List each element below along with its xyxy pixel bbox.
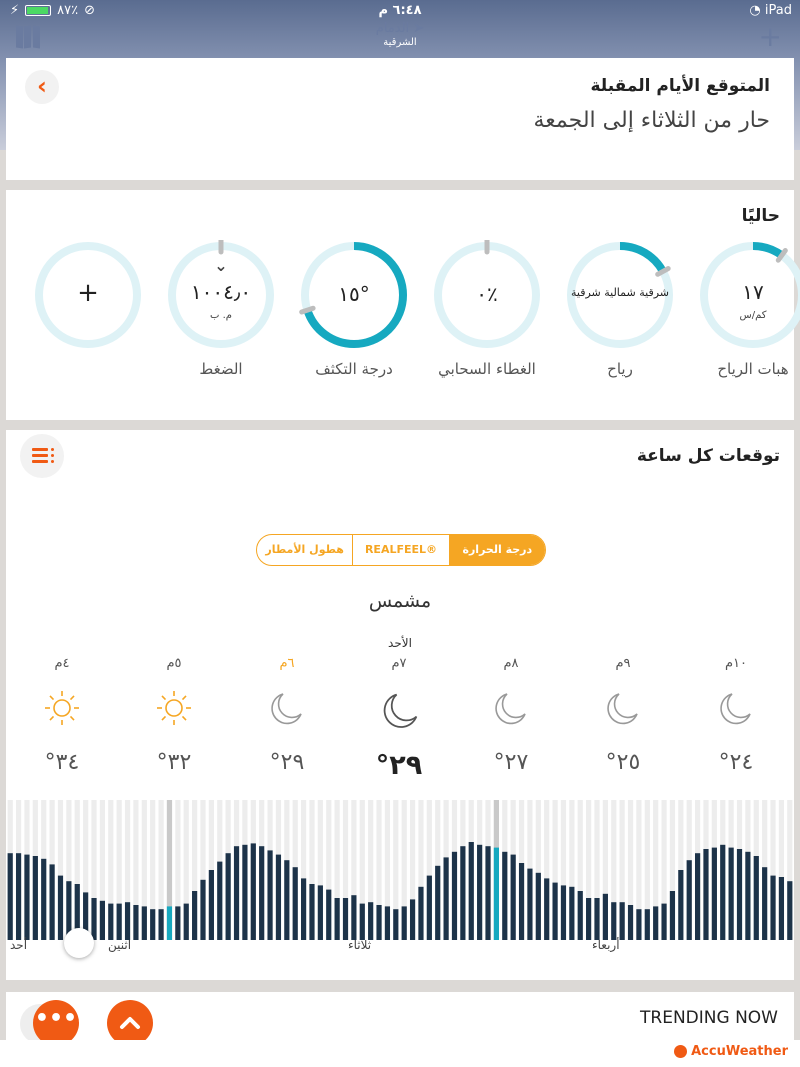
hour-bar xyxy=(502,852,507,940)
nav-bar xyxy=(0,22,800,56)
forecast-summary-title: المتوقع الأيام المقبلة xyxy=(590,76,770,96)
tab-realfeel[interactable]: REALFEEL® xyxy=(353,535,449,565)
hourly-bar-chart[interactable] xyxy=(6,800,794,940)
hour-temp: °٢٩ xyxy=(375,750,423,781)
hour-bar xyxy=(58,876,63,940)
moon-icon xyxy=(491,688,531,728)
hour-bar xyxy=(729,848,734,940)
hour-bar xyxy=(108,904,113,940)
gauge-4 xyxy=(166,240,276,350)
gauge-unit: م. ب xyxy=(210,310,232,321)
pressure-trend-icon: ⌄ xyxy=(214,256,228,275)
hour-time: ٦م xyxy=(279,656,295,671)
hour-bar xyxy=(695,853,700,940)
location-region: الشرقية xyxy=(383,37,417,48)
hour-temp: °٢٧ xyxy=(493,750,529,775)
hour-icon-wrap xyxy=(379,688,419,728)
hour-bar xyxy=(745,852,750,940)
hour-icon-wrap xyxy=(154,688,194,728)
gauge-value: + xyxy=(77,278,99,308)
hour-time: ١٠م xyxy=(724,656,748,671)
hour-bar xyxy=(418,887,423,940)
gauge-label: هبات الرياح xyxy=(717,360,789,378)
hour-bar xyxy=(284,860,289,940)
hour-bar xyxy=(552,883,557,940)
hour-bar xyxy=(259,846,264,940)
hour-bar xyxy=(24,855,29,940)
hour-bar xyxy=(184,904,189,940)
hour-bar xyxy=(544,878,549,940)
hour-bar xyxy=(762,867,767,940)
gauge-1 xyxy=(565,240,675,350)
hour-bar xyxy=(720,845,725,940)
gauge-value: ٪٠ xyxy=(476,282,498,306)
hour-bar xyxy=(335,898,340,940)
hour-bar xyxy=(217,862,222,940)
hour-bar xyxy=(267,850,272,940)
hour-time: ٤م xyxy=(54,656,70,671)
hour-bar xyxy=(578,891,583,940)
hour-icon-wrap xyxy=(267,688,307,728)
location-selector[interactable] xyxy=(0,20,800,53)
hour-bar xyxy=(569,887,574,940)
hour-bar xyxy=(234,846,239,940)
device-status xyxy=(749,3,792,18)
hour-bar xyxy=(527,869,532,940)
moon-icon xyxy=(379,688,423,732)
day-tick-label: اثنين xyxy=(108,938,132,952)
hour-temp: °٣٤ xyxy=(44,750,80,775)
hour-bar xyxy=(167,906,172,940)
gauge-2 xyxy=(432,240,542,350)
hour-bar xyxy=(192,891,197,940)
hour-bar xyxy=(460,846,465,940)
hour-bar xyxy=(787,881,792,940)
tab-precipitation[interactable]: هطول الأمطار xyxy=(257,535,353,565)
moon-icon xyxy=(716,688,756,728)
day-tick-label: أربعاء xyxy=(592,938,620,952)
hour-bar xyxy=(561,885,566,940)
hour-bar xyxy=(536,873,541,940)
hour-column[interactable] xyxy=(237,656,337,775)
hour-bar xyxy=(175,906,180,940)
hour-column[interactable] xyxy=(124,656,224,775)
hourly-forecast-card xyxy=(6,430,794,980)
gauge-0 xyxy=(698,240,800,350)
hour-bar xyxy=(611,902,616,940)
hour-bar xyxy=(33,856,38,940)
hour-bar xyxy=(712,848,717,940)
hour-column[interactable] xyxy=(12,656,112,775)
hour-bar xyxy=(343,898,348,940)
current-title: حاليًا xyxy=(741,206,780,226)
hour-bar xyxy=(385,906,390,940)
hour-bar xyxy=(452,852,457,940)
hour-bar xyxy=(628,905,633,940)
hour-bar xyxy=(209,870,214,940)
hourly-menu-button[interactable] xyxy=(20,434,64,478)
brand-logo xyxy=(674,1044,788,1059)
hour-icon-wrap xyxy=(491,688,531,728)
hour-bar xyxy=(594,898,599,940)
hour-bar xyxy=(50,864,55,940)
moon-icon xyxy=(267,688,307,728)
gauge-value: °١٥ xyxy=(338,282,370,306)
hour-icon-wrap xyxy=(42,688,82,728)
hour-bar xyxy=(318,885,323,940)
hour-bar xyxy=(242,845,247,940)
hour-bar xyxy=(620,902,625,940)
gauge-label: رياح xyxy=(607,360,633,378)
hour-bar xyxy=(293,867,298,940)
hourly-title: توقعات كل ساعة xyxy=(636,446,780,466)
hour-bar xyxy=(360,904,365,940)
chevron-left-icon: ‹ xyxy=(37,72,47,100)
hour-bar xyxy=(494,848,499,940)
hour-bar xyxy=(519,863,524,940)
hour-bar xyxy=(469,842,474,940)
gauge-label: درجة التكثف xyxy=(315,360,393,378)
day-tick-label: ثلاثاء xyxy=(348,938,372,952)
hour-bar xyxy=(351,895,356,940)
gauge-label: الضغط xyxy=(199,360,243,378)
hour-bar xyxy=(276,855,281,940)
hour-bar xyxy=(586,898,591,940)
hour-icon-wrap xyxy=(603,688,643,728)
hour-bar xyxy=(16,853,21,940)
hour-time: ٩م xyxy=(615,656,631,671)
hour-bar xyxy=(678,870,683,940)
hour-bar xyxy=(8,853,13,940)
hour-bar xyxy=(326,890,331,940)
hour-bar xyxy=(444,857,449,940)
gauge-value: شرقية شمالية شرقية xyxy=(570,286,669,299)
hour-time: ٥م xyxy=(166,656,182,671)
hour-bar xyxy=(670,891,675,940)
hour-bar xyxy=(653,906,658,940)
hour-time: ٨م xyxy=(503,656,519,671)
hour-bar xyxy=(703,849,708,940)
hour-bar xyxy=(435,866,440,940)
forecast-summary-text: حار من الثلاثاء إلى الجمعة xyxy=(533,108,770,133)
back-button[interactable] xyxy=(25,70,59,104)
hour-bar xyxy=(603,894,608,940)
metric-tabs xyxy=(256,534,546,566)
hour-bar xyxy=(251,843,256,940)
hour-bar xyxy=(117,904,122,940)
hour-icon-wrap xyxy=(716,688,756,728)
hour-bar xyxy=(485,846,490,940)
hour-bar xyxy=(301,878,306,940)
hour-bar xyxy=(770,876,775,940)
hour-temp: °٣٢ xyxy=(156,750,192,775)
hour-column[interactable] xyxy=(686,656,786,775)
status-time: ٦:٤٨ م xyxy=(378,3,422,18)
hour-bar xyxy=(636,909,641,940)
battery-percent: ٨٧٪ xyxy=(57,3,79,18)
hour-bar xyxy=(158,909,163,940)
hour-bar xyxy=(402,906,407,940)
accuweather-sun-icon xyxy=(674,1045,687,1058)
hour-bar xyxy=(477,845,482,940)
day-tick-label: أحد xyxy=(10,938,28,952)
hour-bar xyxy=(754,856,759,940)
timeline-slider-handle[interactable] xyxy=(64,928,94,958)
hour-bar xyxy=(91,898,96,940)
location-city: الدمام ➤ xyxy=(375,21,425,36)
hour-bar xyxy=(41,859,46,940)
status-bar xyxy=(0,0,800,22)
gauge-label: الغطاء السحابي xyxy=(438,360,536,378)
current-conditions-card xyxy=(6,190,794,420)
hour-column[interactable] xyxy=(349,656,449,781)
hour-bar xyxy=(226,853,231,940)
hour-bar xyxy=(368,902,373,940)
charging-icon: ⚡ xyxy=(10,3,20,18)
hour-bar xyxy=(687,860,692,940)
gauge-value: ١٧ xyxy=(742,280,764,304)
sun-icon xyxy=(42,688,82,728)
trending-title: TRENDING NOW xyxy=(640,1008,778,1028)
footer xyxy=(0,1040,800,1067)
hour-bar xyxy=(511,855,516,940)
hour-column[interactable] xyxy=(573,656,673,775)
hour-bar xyxy=(737,849,742,940)
hour-temp: °٢٩ xyxy=(269,750,305,775)
hour-bar xyxy=(150,909,155,940)
hour-bar xyxy=(661,904,666,940)
gauge-5[interactable] xyxy=(33,240,143,350)
hour-bar xyxy=(410,899,415,940)
ellipsis-icon: ••• xyxy=(34,1006,78,1031)
day-label: الأحد xyxy=(388,636,412,650)
hour-bar xyxy=(309,884,314,940)
gauge-marker xyxy=(302,308,313,312)
hour-bar xyxy=(376,905,381,940)
hour-bar xyxy=(142,906,147,940)
hour-time: ٧م xyxy=(391,656,407,671)
add-location-icon[interactable]: + xyxy=(758,20,782,53)
hour-column[interactable] xyxy=(461,656,561,775)
hour-bar xyxy=(125,902,130,940)
hour-temp: °٢٥ xyxy=(605,750,641,775)
moon-icon xyxy=(603,688,643,728)
tab-temperature[interactable]: درجة الحرارة xyxy=(450,535,545,565)
wifi-icon: ◔ xyxy=(749,3,761,18)
condition-text: مشمس xyxy=(368,590,432,612)
hour-bar xyxy=(133,905,138,940)
orientation-lock-icon: ⊘ xyxy=(84,3,95,18)
device-name: iPad xyxy=(764,3,792,18)
hour-bar xyxy=(200,880,205,940)
forecast-summary-card xyxy=(6,58,794,180)
hour-bar xyxy=(100,901,105,940)
sun-icon xyxy=(154,688,194,728)
hour-bar xyxy=(393,909,398,940)
hour-bar xyxy=(779,877,784,940)
hour-temp: °٢٤ xyxy=(718,750,754,775)
gauge-value: ١٠٠٤٫٠ xyxy=(190,280,252,304)
gauge-unit: كم/س xyxy=(739,310,767,321)
gauge-3 xyxy=(299,240,409,350)
brand-name: AccuWeather xyxy=(691,1044,788,1059)
hour-bar xyxy=(645,909,650,940)
hour-bar xyxy=(427,876,432,940)
